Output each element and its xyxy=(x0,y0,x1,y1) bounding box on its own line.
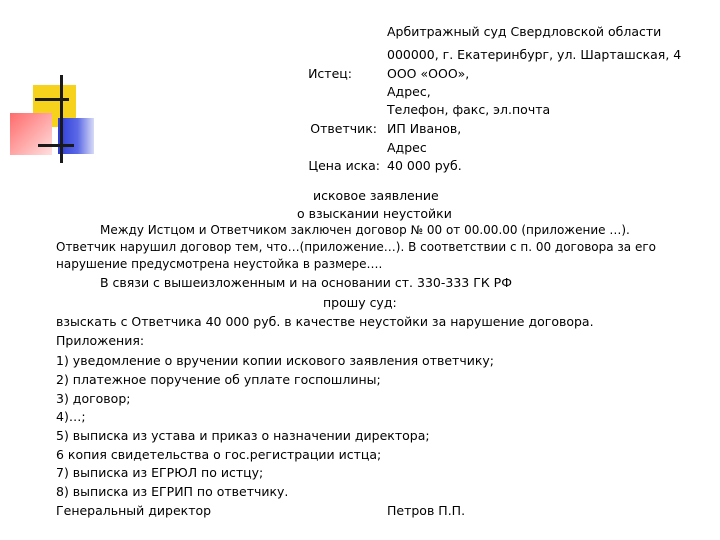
plaintiff-name: ООО «ООО», xyxy=(387,66,470,81)
attachment-item: 8) выписка из ЕГРИП по ответчику. xyxy=(56,484,289,499)
decor-red-square xyxy=(10,113,52,155)
request-text: взыскать с Ответчика 40 000 руб. в качестве неустойки за нарушение договора. xyxy=(56,314,594,329)
plaintiff-contacts: Телефон, факс, эл.почта xyxy=(387,102,551,117)
defendant-address: Адрес xyxy=(387,140,427,155)
defendant-name: ИП Иванов, xyxy=(387,121,462,136)
attachments-heading: Приложения: xyxy=(56,333,145,348)
request-heading: прошу суд: xyxy=(323,295,397,310)
signature-name: Петров П.П. xyxy=(387,503,466,518)
decor-vertical-line xyxy=(60,75,63,163)
plaintiff-label: Истец: xyxy=(308,66,352,81)
signature-position: Генеральный директор xyxy=(56,503,212,518)
attachment-item: 3) договор; xyxy=(56,391,131,406)
attachment-item: 2) платежное поручение об уплате госпошлины; xyxy=(56,372,381,387)
plaintiff-address: Адрес, xyxy=(387,84,431,99)
court-address: 000000, г. Екатеринбург, ул. Шарташская, 4 xyxy=(387,47,682,62)
attachment-item: 4)…; xyxy=(56,409,86,424)
defendant-label: Ответчик: xyxy=(310,121,377,136)
decor-blue-square xyxy=(58,118,94,154)
document-subtitle: о взыскании неустойки xyxy=(297,206,452,221)
decor-horizontal-line-top xyxy=(35,98,69,101)
claim-price-value: 40 000 руб. xyxy=(387,158,462,173)
decor-horizontal-line-bottom xyxy=(38,144,74,147)
attachment-item: 7) выписка из ЕГРЮЛ по истцу; xyxy=(56,465,264,480)
attachment-item: 6 копия свидетельства о гос.регистрации истца; xyxy=(56,447,382,462)
body-paragraph-1: Между Истцом и Ответчиком заключен договор № 00 от 00.00.00 (приложение …). Ответчик нарушил договор тем, что…(приложение…). В соответствии с п. 00 договора за его нарушение предусмотрена неустойка в размере…. xyxy=(56,223,656,271)
court-name: Арбитражный суд Свердловской области xyxy=(387,24,662,39)
body-paragraph-2: В связи с вышеизложенным и на основании ст. 330-333 ГК РФ xyxy=(100,275,512,290)
attachment-item: 5) выписка из устава и приказ о назначении директора; xyxy=(56,428,430,443)
document-title: исковое заявление xyxy=(313,188,439,203)
claim-price-label: Цена иска: xyxy=(308,158,380,173)
attachment-item: 1) уведомление о вручении копии искового заявления ответчику; xyxy=(56,353,494,368)
